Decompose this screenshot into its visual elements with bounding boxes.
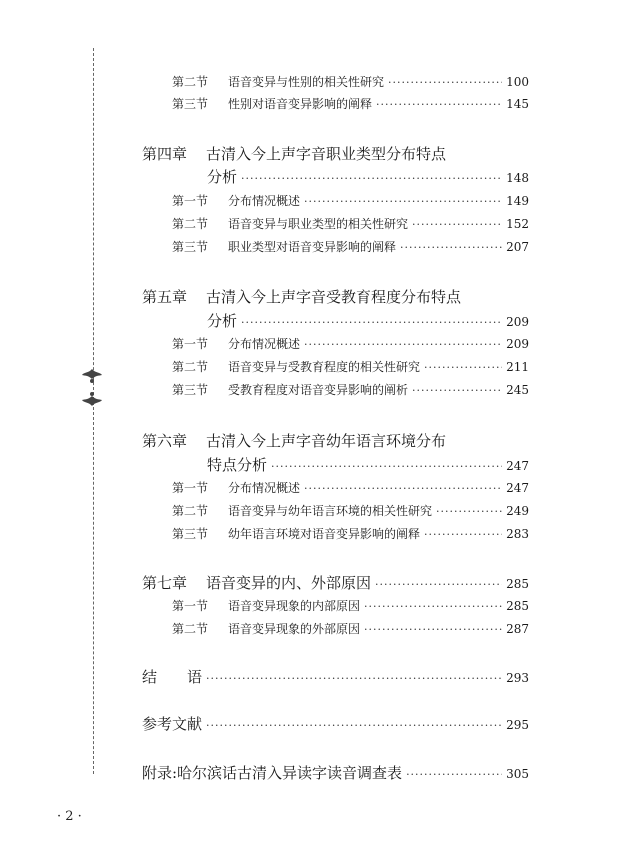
section-label: 第二节: [172, 504, 209, 518]
section-label: 第三节: [172, 527, 209, 541]
entry-title: 幼年语言环境对语音变异影响的阐释: [228, 527, 421, 541]
entry-title: 职业类型对语音变异影响的阐释: [228, 240, 397, 254]
leader-dots: [412, 384, 502, 397]
section-label: 第二节: [172, 622, 209, 636]
page-number: 287: [506, 622, 529, 636]
entry-title: 特点分析: [207, 456, 268, 474]
leader-dots: [304, 338, 502, 351]
flourish-ornament-icon: [80, 390, 104, 408]
page-number: 207: [506, 240, 529, 254]
leader-dots: [304, 482, 502, 495]
toc-section-entry[interactable]: [172, 479, 529, 496]
leader-dots: [436, 505, 502, 518]
leader-dots: [388, 76, 502, 89]
entry-title: 语音变异与职业类型的相关性研究: [228, 217, 409, 231]
toc-section-entry[interactable]: [172, 215, 529, 232]
section-label: 第三节: [172, 383, 209, 397]
section-label: 第二节: [172, 75, 209, 89]
chapter-label: 第六章: [142, 432, 188, 450]
entry-title: 参考文献: [142, 715, 203, 733]
toc-section-entry[interactable]: [172, 192, 529, 209]
page-number: 283: [506, 527, 529, 541]
leader-dots: [206, 719, 502, 732]
toc-section-entry[interactable]: [172, 73, 529, 90]
page-number: 285: [506, 577, 529, 591]
toc-section-entry[interactable]: [172, 502, 529, 519]
leader-dots: [424, 361, 502, 374]
entry-title: 附录:哈尔滨话古清入异读字读音调查表: [142, 764, 403, 782]
leader-dots: [241, 172, 502, 185]
page-number: 209: [506, 315, 529, 329]
leader-dots: [304, 195, 502, 208]
entry-title: 语音变异与幼年语言环境的相关性研究: [228, 504, 433, 518]
page-number: 209: [506, 337, 529, 351]
page-number: 148: [506, 171, 529, 185]
leader-dots: [375, 578, 502, 591]
page-number: 305: [506, 767, 529, 781]
leader-dots: [206, 672, 502, 685]
toc-section-entry[interactable]: [172, 525, 529, 542]
leader-dots: [271, 460, 502, 473]
toc-appendix-entry[interactable]: [142, 762, 529, 783]
entry-title: 语音变异与受教育程度的相关性研究: [228, 360, 421, 374]
toc-section-entry[interactable]: [172, 381, 529, 398]
entry-title: 古清入今上声字音职业类型分布特点: [206, 145, 447, 163]
entry-title: 结 语: [142, 668, 203, 686]
section-label: 第一节: [172, 337, 209, 351]
toc-chapter-heading[interactable]: [142, 430, 446, 451]
entry-title: 性别对语音变异影响的阐释: [228, 97, 373, 111]
chapter-label: 第五章: [142, 288, 188, 306]
section-label: 第一节: [172, 599, 209, 613]
page-number: 249: [506, 504, 529, 518]
leader-dots: [424, 528, 502, 541]
toc-chapter-heading[interactable]: [142, 286, 461, 307]
toc-chapter-continuation[interactable]: [207, 310, 529, 331]
section-label: 第一节: [172, 481, 209, 495]
toc-chapter-entry[interactable]: [142, 572, 529, 593]
chapter-label: 第七章: [142, 574, 188, 592]
section-label: 第三节: [172, 240, 209, 254]
toc-chapter-continuation[interactable]: [207, 166, 529, 187]
page-number: 247: [506, 459, 529, 473]
toc-chapter-heading[interactable]: [142, 143, 446, 164]
toc-chapter-continuation[interactable]: [207, 454, 529, 475]
entry-title: 分析: [207, 168, 238, 186]
flourish-ornament-icon: [80, 367, 104, 385]
entry-title: 语音变异现象的内部原因: [228, 599, 361, 613]
toc-references-entry[interactable]: [142, 713, 529, 734]
entry-title: 分布情况概述: [228, 481, 301, 495]
entry-title: 受教育程度对语音变异影响的阐析: [228, 383, 409, 397]
leader-dots: [406, 768, 502, 781]
leader-dots: [376, 98, 502, 111]
entry-title: 分布情况概述: [228, 337, 301, 351]
leader-dots: [241, 316, 502, 329]
toc-conclusion-entry[interactable]: [142, 666, 529, 687]
page-number: 247: [506, 481, 529, 495]
toc-section-entry[interactable]: [172, 597, 529, 614]
entry-title: 古清入今上声字音受教育程度分布特点: [206, 288, 462, 306]
entry-title: 语音变异的内、外部原因: [206, 574, 372, 592]
section-label: 第一节: [172, 194, 209, 208]
chapter-label: 第四章: [142, 145, 188, 163]
entry-title: 古清入今上声字音幼年语言环境分布: [206, 432, 447, 450]
toc-section-entry[interactable]: [172, 620, 529, 637]
entry-title: 语音变异与性别的相关性研究: [228, 75, 385, 89]
entry-title: 分布情况概述: [228, 194, 301, 208]
toc-section-entry[interactable]: [172, 95, 529, 112]
toc-section-entry[interactable]: [172, 335, 529, 352]
toc-section-entry[interactable]: [172, 238, 529, 255]
page-number: 145: [506, 97, 529, 111]
page-number: 100: [506, 75, 529, 89]
page-number: 152: [506, 217, 529, 231]
entry-title: 分析: [207, 312, 238, 330]
page-number: 245: [506, 383, 529, 397]
leader-dots: [412, 218, 502, 231]
section-label: 第二节: [172, 217, 209, 231]
toc-section-entry[interactable]: [172, 358, 529, 375]
leader-dots: [364, 600, 502, 613]
page-number: 211: [506, 360, 529, 374]
section-label: 第二节: [172, 360, 209, 374]
section-label: 第三节: [172, 97, 209, 111]
leader-dots: [364, 623, 502, 636]
entry-title: 语音变异现象的外部原因: [228, 622, 361, 636]
leader-dots: [400, 241, 502, 254]
page-number: 285: [506, 599, 529, 613]
page-number: 149: [506, 194, 529, 208]
page-number: 295: [506, 718, 529, 732]
page-number: 293: [506, 671, 529, 685]
page-footer-number: · 2 ·: [57, 809, 82, 824]
margin-dashed-rule: [93, 48, 94, 774]
